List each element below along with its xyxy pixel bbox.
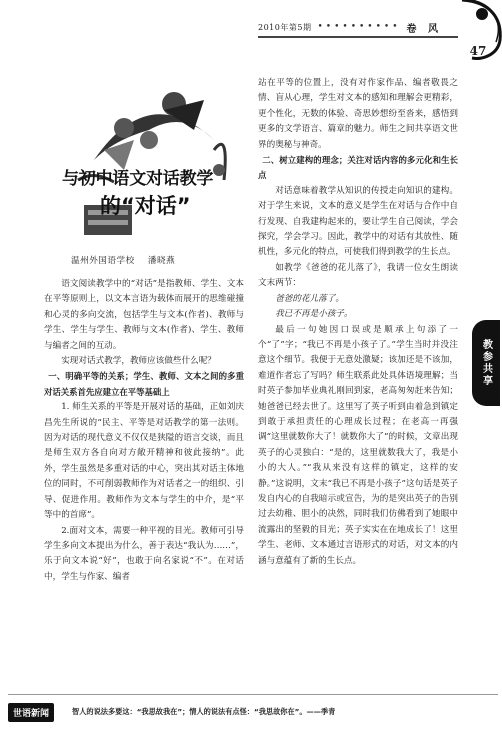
title-line-2: 的“对话”	[100, 194, 191, 218]
paragraph: 站在平等的位置上，没有对作家作品、编者敬畏之情、盲从心理，学生对文本的感知和理解会更精彩，更个性化，无数的体验、奇思妙想纷至沓来，感悟到更多的文学语言、篇章的魅力。师生之间共享语文世界的奥秘与神奇。	[258, 78, 458, 150]
section-heading: 二、树立建构的理念；关注对话内容的多元化和生长点	[258, 155, 458, 181]
paragraph: 实现对话式教学，教师应该做些什么呢？	[61, 356, 216, 367]
page-footer	[8, 702, 498, 722]
paragraph: 语文阅读教学中的“对话”是指教师、学生、文本在平等原则上，以文本言语为载体而展开的思维碰撞和心灵的多向交流，包括学生与文本(作者)、教师与学生、学生与学生、教师与文本(作者)、学生、教师与编者之间的互动。	[44, 279, 244, 351]
author-name: 潘晓燕	[147, 256, 176, 266]
page-header	[258, 18, 462, 36]
quoted-line: 爸爸的花儿落了。	[275, 293, 344, 304]
page-number: 47	[469, 44, 487, 58]
header-dots: ••••••••••	[317, 22, 401, 32]
header-rule	[258, 36, 458, 38]
byline	[71, 254, 175, 266]
title-line-1: 与初中语文对话教学	[62, 169, 214, 189]
quoted-line: 我已不再是小孩子。	[275, 309, 353, 320]
article-title	[54, 162, 244, 232]
issue-label: 2010年第5期	[258, 22, 312, 32]
footer-quote: 智人的说法多要这：“我思故我在”；情人的说法有点怪：“我思故你在”。——季青	[72, 707, 336, 716]
author-school: 温州外国语学校	[71, 256, 135, 266]
paragraph: 对话意味着教学从知识的传授走向知识的建构。对于学生来说，文本的意义是学生在对话与合作中自行发现、自我建构起来的，要让学生自己阅读，学会探究，学会学习。因此，教学中的对话有其放性、随机性，多元化的特点，可使我们得到教学的生长点。	[258, 185, 458, 258]
right-column	[258, 76, 458, 569]
footer-logo: 世语新闻	[8, 703, 54, 722]
footer-rule	[8, 694, 498, 695]
paragraph: 最后一句她因口误或是顺承上句添了一个“了”字；“我已不再是小孩子了。”学生当时并没注意这个细节。我便于无意处激疑；该加还是不该加，难道作者忘了写吗？师生联系此处具体语境理解；当时英子参加毕业典礼刚回到家，老高匆匆赶来告知；她爸爸已经去世了。这里写了英子听到由着急到镇定到敢于承担责任的心理成长过程；在老高一再强调“这里就数你大了！就数你大了”的时候，文章出现英子的心灵独白：“是的，这里就数我大了，我是小小的大人。”“我从来没有这样的镇定，这样的安静。”这说明，文末“我已不再是小孩子”这句话是英子发自内心的自我暗示或宣告，为的是突出英子的告别过去幼稚、胆小的决然，同时我们仿佛看到了她眼中流露出的坚毅的目光；英子实实在在地成长了！这里学生、老师、文本通过言语形式的对话，对文本的内涵与意蕴有了新的生长点。	[258, 324, 458, 566]
left-column	[44, 277, 244, 585]
paragraph: 如教学《爸爸的花儿落了》，我请一位女生朗读文末两节：	[258, 262, 458, 289]
section-heading: 一、明确平等的关系；学生、教师、文本之间的多重对话关系首先应建立在平等基础上	[44, 371, 244, 397]
paragraph: 1. 师生关系的平等是开展对话的基础，正如刘庆昌先生所说的“民主、平等是对话教学的第一法则。因为对话的现代意义不仅仅是狭隘的语言交谈，而且是师生双方各自向对方敞开精神和彼此接纳”。此外，学生虽然是多重对话的中心，突出其对话主体地位的同时，不可削弱教师作为对话者之一的组织、引导、促进作用。教师作为文本与学生的中介，是“平等中的首席”。	[44, 402, 244, 521]
section-side-tab: 教参共享	[472, 320, 500, 406]
paragraph: 2.面对文本，需要一种平视的目光。教师可引导学生多向文本提出为什么，善于表达“我认为……”，乐于向文本说“好”，也敢于向名家说“不”。在对话中，学生与作家、编者	[44, 525, 244, 582]
magazine-name: 卷 风	[406, 23, 443, 35]
